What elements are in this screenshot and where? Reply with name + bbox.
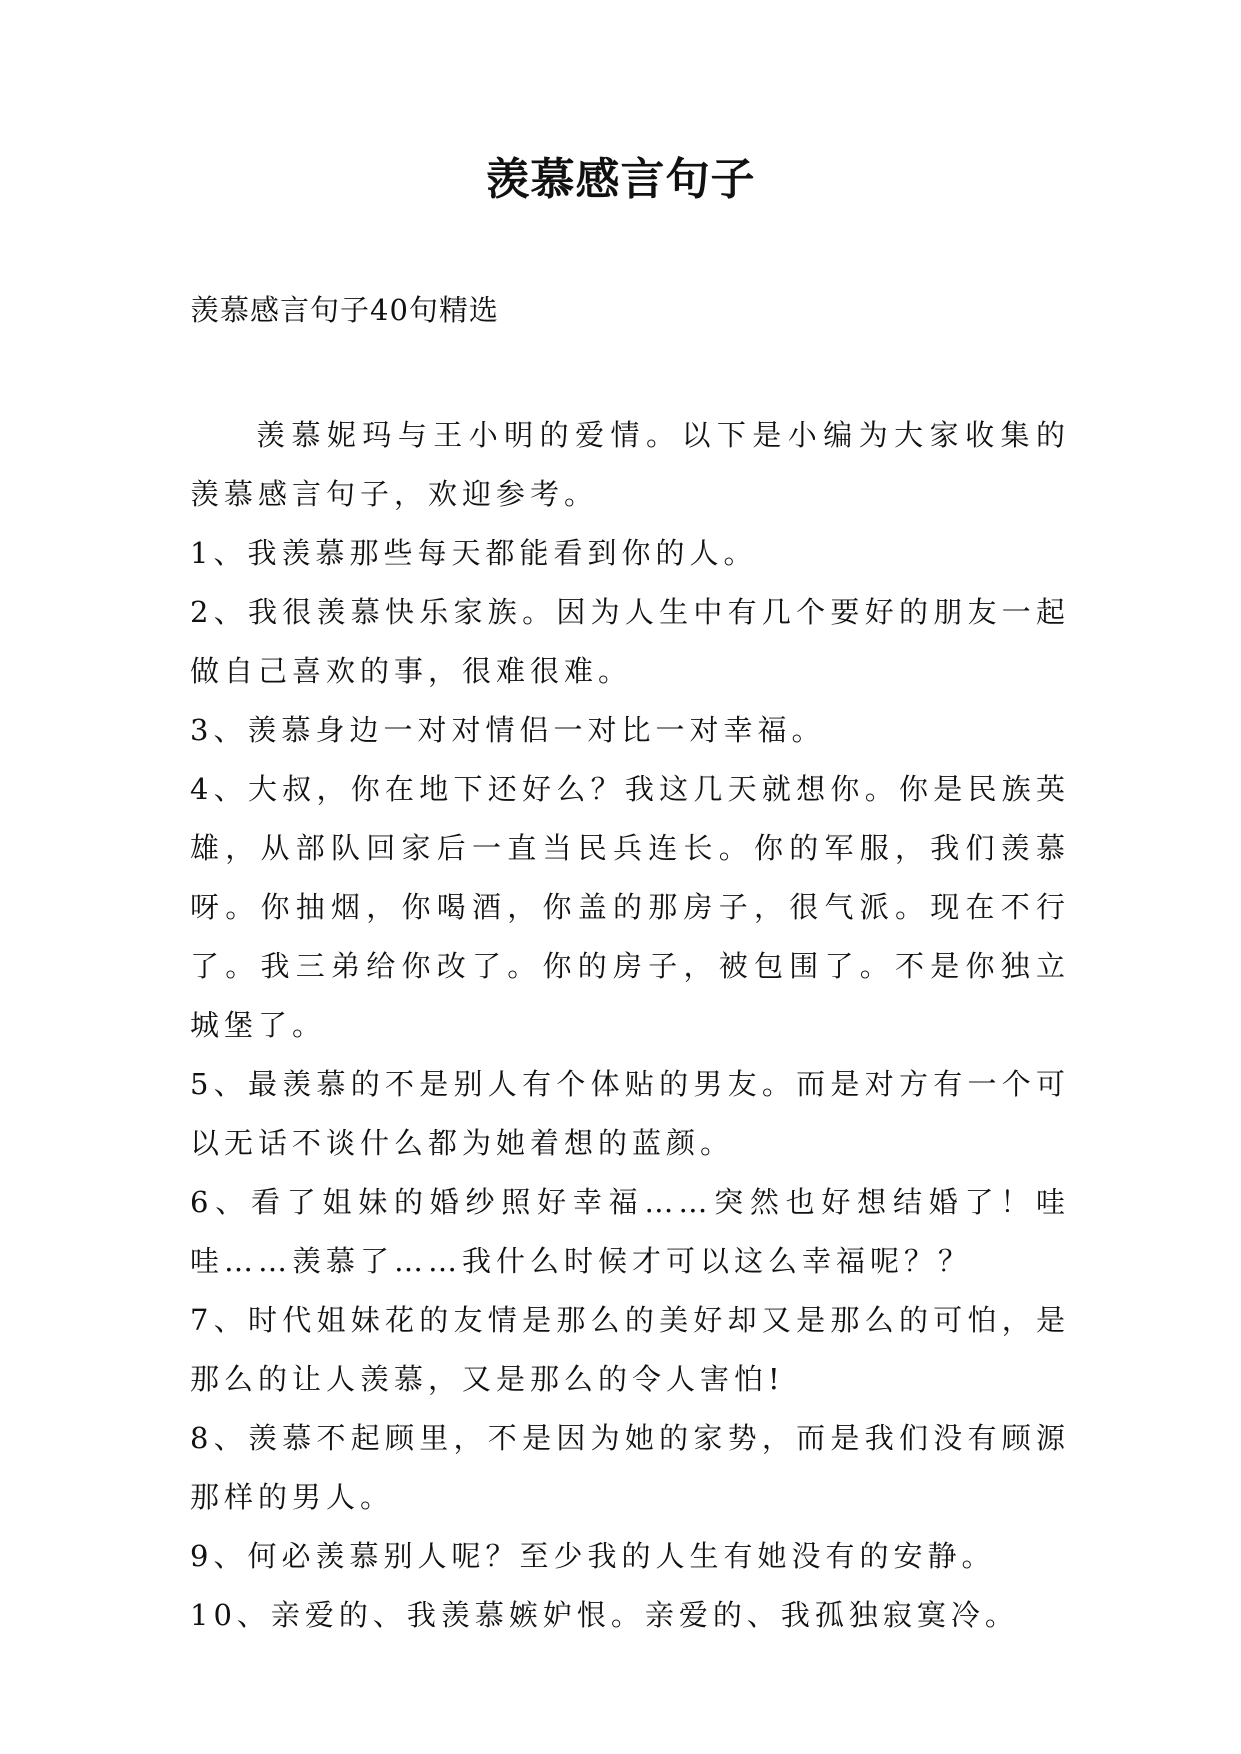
document-subtitle: 羡慕感言句子40句精选 (190, 293, 499, 327)
list-item: 10、亲爱的、我羡慕嫉妒恨。亲爱的、我孤独寂寞冷。 (190, 1598, 1019, 1632)
list-item: 9、何必羡慕别人呢？至少我的人生有她没有的安静。 (190, 1539, 996, 1573)
document-body (190, 406, 1070, 1645)
list-item: 5、最羡慕的不是别人有个体贴的男友。而是对方有一个可以无话不谈什么都为她着想的蓝颜。 (190, 1067, 1070, 1160)
list-item: 6、看了姐妹的婚纱照好幸福……突然也好想结婚了！哇哇……羡慕了……我什么时候才可以这么幸福呢？？ (190, 1185, 1070, 1278)
list-item: 7、时代姐妹花的友情是那么的美好却又是那么的可怕，是那么的让人羡慕，又是那么的令人害怕! (190, 1303, 1070, 1396)
list-item: 8、羡慕不起顾里，不是因为她的家势，而是我们没有顾源那样的男人。 (190, 1421, 1070, 1514)
list-item: 1、我羡慕那些每天都能看到你的人。 (190, 536, 758, 570)
intro-paragraph: 羡慕妮玛与王小明的爱情。以下是小编为大家收集的羡慕感言句子，欢迎参考。 (190, 418, 1070, 511)
list-item: 2、我很羡慕快乐家族。因为人生中有几个要好的朋友一起做自己喜欢的事，很难很难。 (190, 595, 1070, 688)
document-title: 羡慕感言句子 (485, 154, 756, 205)
list-item: 4、大叔，你在地下还好么？我这几天就想你。你是民族英雄，从部队回家后一直当民兵连长。你的军服，我们羡慕呀。你抽烟，你喝酒，你盖的那房子，很气派。现在不行了。我三弟给你改了。你的房子，被包围了。不是你独立城堡了。 (190, 772, 1070, 1042)
list-item: 3、羡慕身边一对对情侣一对比一对幸福。 (190, 713, 826, 747)
